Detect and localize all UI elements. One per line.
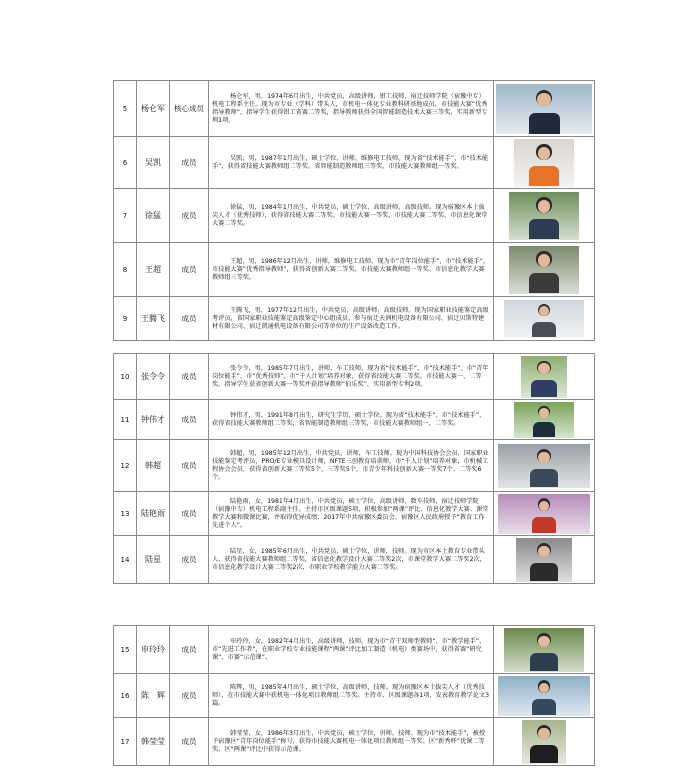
member-role: 成员 — [170, 440, 209, 492]
member-no: 16 — [114, 674, 137, 718]
member-role: 成员 — [170, 536, 209, 584]
member-name: 韩超 — [137, 440, 170, 492]
member-role: 成员 — [170, 189, 209, 243]
member-photo — [498, 494, 590, 534]
member-photo — [509, 192, 579, 240]
member-role: 成员 — [170, 243, 209, 297]
member-name: 韩莹莹 — [137, 718, 170, 766]
member-name: 王腾飞 — [137, 297, 170, 341]
table-row — [114, 189, 595, 243]
member-no: 15 — [114, 626, 137, 674]
member-role: 成员 — [170, 137, 209, 189]
member-no: 8 — [114, 243, 137, 297]
member-name: 杨仑军 — [137, 81, 170, 137]
members-table-3 — [113, 625, 595, 766]
member-description: 王超，男，1986年12月出生，讲师，维修电工技师，现为市“青年岗位能手”，市“技术能手”，市技能大赛“优秀指导教师”，获得省创新大赛二等奖、市技能大赛教师组一等奖、市信息化教学大赛教师组三等奖。 — [212, 257, 490, 281]
member-description: 杨仑军，男，1974年6月出生，中共党员，高级讲师，钳工技师，宿迁技师学院（宿豫中专）机电工程系主任。现为市专业（学科）带头人，市机电一体化专业教科研基地成员，市技能大赛“优秀指导教师”，指导学生获得钳工省赛二等奖，指导教师获得全国智能制造技术大赛三等奖，实用新型专利1项。 — [212, 92, 488, 124]
member-role: 成员 — [170, 400, 209, 440]
member-description: 王腾飞，男，1977年12月出生，中共党员，高级讲师，高级技师。现为国家职业技能鉴定高级考评员，省国家职业技能鉴定高级鉴定中心组成员，参与宿迁天润机电设备有限公司、宿迁贝斯特建材有限公司、宿迁凯通机电设备有限公司等单位的生产设备改造工作。 — [212, 306, 489, 330]
member-no: 17 — [114, 718, 137, 766]
member-no: 10 — [114, 354, 137, 400]
member-name: 陈 辉 — [137, 674, 170, 718]
table-row — [114, 626, 595, 674]
member-no: 14 — [114, 536, 137, 584]
table-row — [114, 297, 595, 341]
table-row — [114, 440, 595, 492]
member-description: 陆艳雨，女，1981年4月出生，中共党员，硕士学位，高级讲师，数车技师，宿迁技师学院（宿豫中专）机电工程系副主任。主持市区级课题5项，积极参加“两课”评比、信息化教学大赛、课堂教学大赛和微课比赛，并取得优异成绩；2017年中共宿豫区委员会、宿豫区人民政府授予“教育工作先进个人”。 — [212, 497, 489, 529]
table-row — [114, 536, 595, 584]
table-row — [114, 400, 595, 440]
member-photo — [504, 628, 584, 672]
member-no: 11 — [114, 400, 137, 440]
table-row — [114, 354, 595, 400]
member-name: 王超 — [137, 243, 170, 297]
member-no: 12 — [114, 440, 137, 492]
member-role: 成员 — [170, 492, 209, 536]
table-row — [114, 492, 595, 536]
member-photo — [522, 720, 566, 764]
member-photo — [514, 402, 574, 438]
member-role: 成员 — [170, 718, 209, 766]
member-no: 13 — [114, 492, 137, 536]
member-no: 7 — [114, 189, 137, 243]
table-row — [114, 674, 595, 718]
member-photo — [498, 444, 590, 488]
member-role: 成员 — [170, 674, 209, 718]
member-photo — [498, 676, 590, 716]
member-role: 成员 — [170, 626, 209, 674]
members-table-2 — [113, 353, 595, 584]
member-no: 5 — [114, 81, 137, 137]
member-name: 徐猛 — [137, 189, 170, 243]
member-description: 徐猛，男，1984年1月出生，中共党员，硕士学位，高级讲师，高级技师。现为宿豫区本土拔尖人才（优秀技师），获得省技能大赛二等奖、市技能大赛一等奖、市技能大赛二等奖、市信息化课堂大赛二等奖。 — [212, 203, 488, 227]
member-photo — [516, 538, 572, 582]
member-description: 吴凯，男，1987年1月出生，硕士学位，讲师，维修电工技师。现为省“技术能手”、市“技术能手”，获得省技能大赛教师组二等奖、省智能制造教师组三等奖、市技能大赛教师组一等奖。 — [212, 154, 489, 170]
member-photo — [504, 300, 584, 338]
member-name: 钟伟才 — [137, 400, 170, 440]
member-description: 钟伟才，男，1991年8月出生，研究生学历，硕士学位。现为省“技术能手”、市“技术能手”，获得省技能大赛教师组二等奖，省智能制造教师组三等奖，市技能大赛教师组一、二等奖。 — [212, 411, 486, 427]
member-photo — [496, 84, 592, 134]
member-no: 6 — [114, 137, 137, 189]
table-row — [114, 137, 595, 189]
member-photo — [509, 246, 579, 294]
member-description: 韩莹莹，女，1986年3月出生，中共党员，硕士学位，讲师，技师。现为市“技术能手”，被授予宿豫区“青年岗位能手”称号，获得市技能大赛机电一体化项目教师组一等奖、区“新秀杯”优课二等奖，区“两课”评比中获得示范课。 — [212, 729, 486, 753]
member-description: 陆星，女，1985年6月出生，中共党员，硕士学位，讲师，技师。现为市区本土教育专业带头人，获得省技能大赛教师组二等奖，省信息化教学设计大赛二等奖2次，市课堂教学大赛二等奖2次，市信息化教学设计大赛二等奖2次，市职业学校教学能力大赛二等奖。 — [212, 547, 486, 571]
member-name: 张令令 — [137, 354, 170, 400]
member-no: 9 — [114, 297, 137, 341]
member-role: 核心成员 — [170, 81, 209, 137]
member-photo — [514, 139, 574, 187]
table-row — [114, 243, 595, 297]
member-description: 陈辉，男，1985年4月出生，硕士学位，高级讲师，技师。现为宿豫区本土拔尖人才（优秀技师），在市技能大赛中获机电一体化项目教师组二等奖。主持市、区级课题各1项，发表教育教学论文3篇。 — [212, 683, 490, 707]
member-name: 陆艳雨 — [137, 492, 170, 536]
member-description: 张令令，男，1985年7月出生，讲师，车工技师。现为省“技术能手”、市“技术能手”、市“青年岗位能手”、市“优秀技师”、市“千人计划”培养对象，获得省技能大赛二等奖、市技能大赛一、二等奖，指导学生获省创新大赛一等奖并获指导教师“伯乐奖”，实用新型专利2项。 — [212, 364, 489, 388]
member-description: 申玲玲，女，1982年4月出生，高级讲师，技师。现为市“青干双师型教师”、市“教学能手”、市“先进工作者”，在职业学校专业技能课程“两课”评比加工制造（机电）类赛场中，获得省赛“研究课”、市赛“示范课”。 — [212, 637, 486, 661]
member-name: 陆星 — [137, 536, 170, 584]
member-photo — [521, 356, 567, 398]
members-table-1 — [113, 80, 595, 341]
member-name: 申玲玲 — [137, 626, 170, 674]
member-role: 成员 — [170, 297, 209, 341]
table-row — [114, 718, 595, 766]
member-description: 韩超，男，1985年12月出生，中共党员，讲师，车工技师。现为中国科技协会会员，国家职业技能鉴定考评员，PRO/E专业模具设计师，NFTE三创教育培训师，市“千人计划”培养对象，市机械工程协会会员，获得省创新大赛二等奖5个，三等奖5个，市青少年科技创新大赛一等奖7个、二等奖6个。 — [212, 449, 489, 481]
member-name: 吴凯 — [137, 137, 170, 189]
table-row — [114, 81, 595, 137]
member-role: 成员 — [170, 354, 209, 400]
